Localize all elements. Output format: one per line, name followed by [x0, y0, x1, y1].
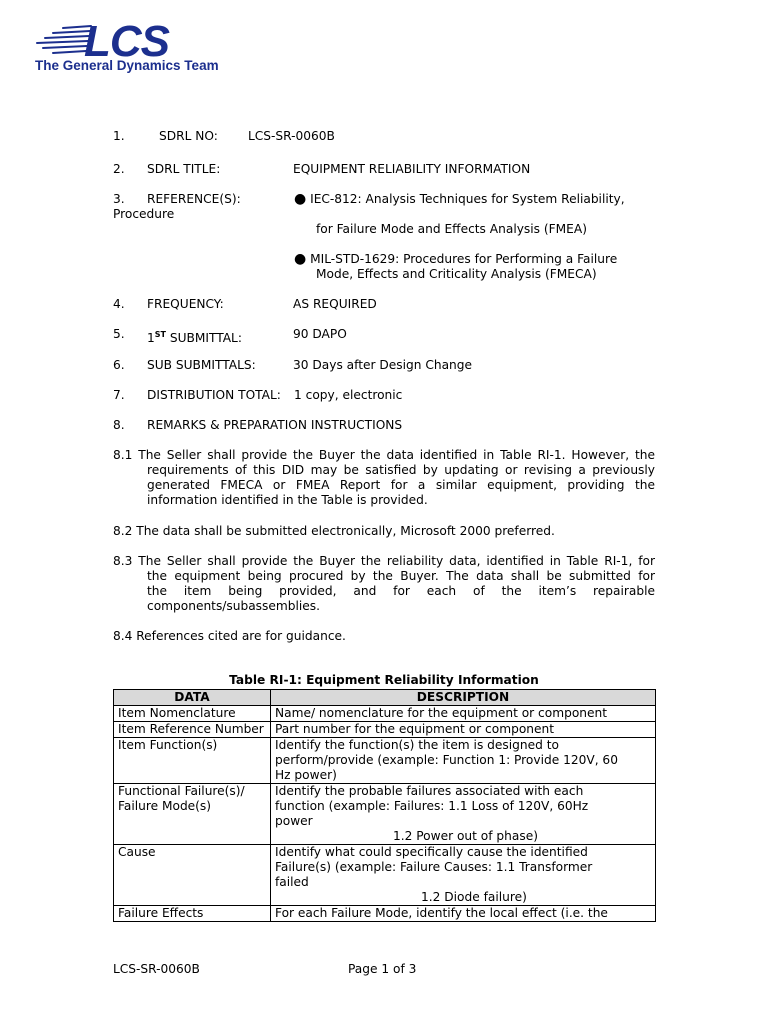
field-label-sub-submittals: SUB SUBMITTALS: — [147, 358, 256, 372]
bullet-icon: ● — [294, 191, 307, 207]
reference-line: IEC-812: Analysis Techniques for System Reliability, — [310, 192, 625, 206]
field-label-sdrl-no: SDRL NO: — [159, 129, 218, 143]
table-row — [114, 738, 656, 784]
reference-item — [294, 192, 625, 207]
paragraph-8-2: 8.2 The data shall be submitted electronically, Microsoft 2000 preferred. — [113, 524, 555, 538]
table-header-row — [114, 690, 656, 706]
table-cell-data: Item Nomenclature — [114, 706, 271, 722]
table-cell-data: Functional Failure(s)/ Failure Mode(s) — [114, 784, 271, 845]
field-number: 5. — [113, 327, 125, 341]
field-value-first-submittal: 90 DAPO — [293, 327, 347, 341]
field-label-references: REFERENCE(S): — [147, 192, 241, 206]
field-value-distribution-total: 1 copy, electronic — [294, 388, 403, 402]
field-number: 2. — [113, 162, 125, 176]
paragraph-8-1: 8.1 The Seller shall provide the Buyer the data identified in Table RI-1. However, the requirements of this DID may be satisfied by updating or revising a previously generated FMECA or FMEA Report for a similar equipment, providing the information identified in the Table is provided. — [113, 448, 655, 507]
table-cell-data: Item Function(s) — [114, 738, 271, 784]
field-label-frequency: FREQUENCY: — [147, 297, 224, 311]
table-row — [114, 722, 656, 738]
field-value-sdrl-no: LCS-SR-0060B — [248, 129, 335, 143]
field-number: 7. — [113, 388, 125, 402]
table-caption: Table RI-1: Equipment Reliability Information — [229, 673, 539, 687]
reference-line: MIL-STD-1629: Procedures for Performing a Failure — [310, 252, 618, 266]
table-cell-description: Identify the function(s) the item is designed to perform/provide (example: Function 1: Provide 120V, 60 Hz power) — [271, 738, 656, 784]
table-cell-description: Identify the probable failures associated with each function (example: Failures: 1.1 Loss of 120V, 60Hz power 1.2 Power out of phase) — [271, 784, 656, 845]
field-number: 6. — [113, 358, 125, 372]
field-label-distribution-total: DISTRIBUTION TOTAL: — [147, 388, 281, 402]
field-value-frequency: AS REQUIRED — [293, 297, 377, 311]
reference-line-cont: Mode, Effects and Criticality Analysis (FMECA) — [316, 267, 597, 281]
logo-wordmark: LCS — [84, 17, 169, 66]
field-label-first-submittal: 1ST SUBMITTAL: — [147, 330, 242, 346]
field-label-sdrl-title: SDRL TITLE: — [147, 162, 221, 176]
logo-tagline: The General Dynamics Team — [35, 58, 219, 73]
field-value-sub-submittals: 30 Days after Design Change — [293, 358, 472, 372]
footer-doc-id: LCS-SR-0060B — [113, 962, 200, 976]
table-cell-description: Part number for the equipment or component — [271, 722, 656, 738]
column-header-description: DESCRIPTION — [271, 690, 656, 706]
reference-line-cont: for Failure Mode and Effects Analysis (FMEA) — [316, 222, 587, 236]
field-label-references-cont: Procedure — [113, 207, 175, 221]
field-number: 3. — [113, 192, 125, 206]
table-row — [114, 706, 656, 722]
table-row — [114, 906, 656, 922]
bullet-icon: ● — [294, 251, 307, 267]
footer-page-number: Page 1 of 3 — [348, 962, 417, 976]
field-number: 4. — [113, 297, 125, 311]
paragraph-8-3: 8.3 The Seller shall provide the Buyer the reliability data, identified in Table RI-1, for the equipment being procured by the Buyer. The data shall be submitted for the item being provided, and for each of the item’s repairable components/subassemblies. — [113, 554, 655, 613]
field-number: 1. — [113, 129, 125, 143]
paragraph-8-4: 8.4 References cited are for guidance. — [113, 629, 346, 643]
field-number: 8. — [113, 418, 125, 432]
field-label-remarks: REMARKS & PREPARATION INSTRUCTIONS — [147, 418, 403, 432]
reference-item — [294, 252, 617, 267]
table-cell-description: Name/ nomenclature for the equipment or component — [271, 706, 656, 722]
table-cell-data: Failure Effects — [114, 906, 271, 922]
table-row — [114, 784, 656, 845]
table-cell-description: Identify what could specifically cause the identified Failure(s) (example: Failure Causes: 1.1 Transformer failed 1.2 Diode failure) — [271, 845, 656, 906]
column-header-data: DATA — [114, 690, 271, 706]
reliability-table — [113, 689, 656, 922]
table-row — [114, 845, 656, 906]
table-cell-data: Cause — [114, 845, 271, 906]
table-cell-data: Item Reference Number — [114, 722, 271, 738]
field-value-sdrl-title: EQUIPMENT RELIABILITY INFORMATION — [293, 162, 531, 176]
table-cell-description: For each Failure Mode, identify the local effect (i.e. the — [271, 906, 656, 922]
